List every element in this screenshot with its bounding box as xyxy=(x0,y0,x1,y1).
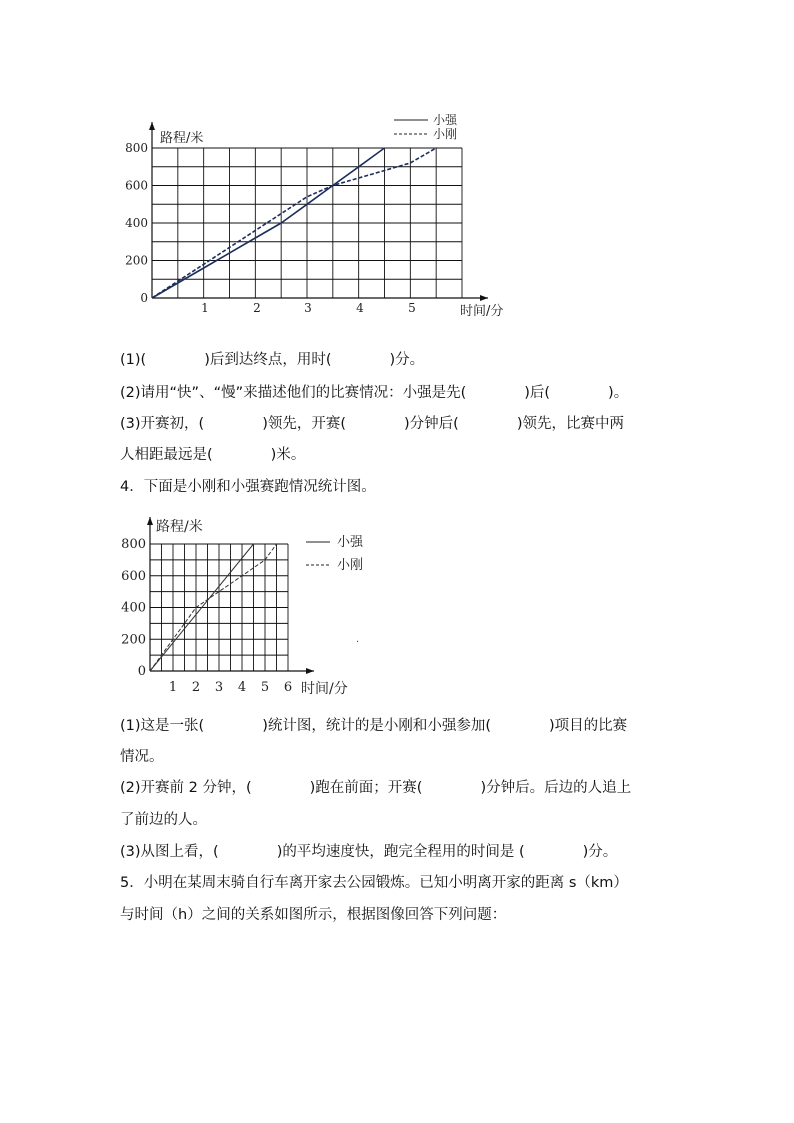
y-tick-label: 200 xyxy=(125,253,148,268)
y-axis-label: 路程/米 xyxy=(156,519,203,535)
x-axis-arrow xyxy=(306,668,314,674)
x-tick-label: 3 xyxy=(304,301,312,315)
question-line: (2)开赛前 2 分钟，( )跑在前面；开赛( )分钟后。后边的人追上 xyxy=(120,780,632,796)
y-tick-label: 0 xyxy=(140,291,148,305)
x-tick-label: 3 xyxy=(214,680,224,695)
y-tick-label: 400 xyxy=(125,216,148,230)
question-line: 情况。 xyxy=(120,749,164,765)
legend-label: 小强 xyxy=(433,113,458,127)
chart-1-svg xyxy=(120,110,540,325)
y-axis-arrow xyxy=(147,517,153,525)
chart-2-grid xyxy=(150,544,288,671)
x-tick-label: 4 xyxy=(356,301,364,315)
x-tick-label: 6 xyxy=(283,680,293,695)
y-tick-label: 400 xyxy=(121,600,146,616)
question-line: 了前边的人。 xyxy=(120,812,207,828)
chart-1-legend xyxy=(394,113,458,141)
x-tick-label: 5 xyxy=(408,301,416,315)
chart-2-legend xyxy=(306,535,364,573)
legend-label: 小刚 xyxy=(337,558,364,573)
x-tick-label: 1 xyxy=(168,680,178,695)
question-line: 人相距最远是( )米。 xyxy=(120,447,306,463)
distance-time-chart-1 xyxy=(120,110,540,325)
y-tick-label: 0 xyxy=(137,664,146,679)
y-tick-label: 200 xyxy=(121,632,146,648)
x-tick-label: 1 xyxy=(201,301,209,315)
x-axis-label: 时间/分 xyxy=(460,304,504,319)
x-axis-label: 时间/分 xyxy=(301,681,348,697)
question-line: (1)这是一张( )统计图，统计的是小刚和小强参加( )项目的比赛 xyxy=(120,718,628,734)
question-line: (3)开赛初，( )领先，开赛( )分钟后( )领先，比赛中两 xyxy=(120,416,624,432)
y-tick-label: 600 xyxy=(125,178,148,193)
legend-label: 小强 xyxy=(337,535,364,550)
x-tick-label: 4 xyxy=(237,680,247,695)
question-line: 与时间（h）之间的关系如图所示，根据图像回答下列问题： xyxy=(120,907,507,923)
chart-1-axes xyxy=(149,122,503,319)
question-line: (2)请用“快”、“慢”来描述他们的比赛情况：小强是先( )后( )。 xyxy=(120,385,629,401)
x-tick-label: 5 xyxy=(260,680,270,695)
question-heading: 4．下面是小刚和小强赛跑情况统计图。 xyxy=(120,479,376,495)
distance-time-chart-2 xyxy=(118,515,418,700)
question-heading: 5．小明在某周末骑自行车离开家去公园锻炼。已知小明离开家的距离 s（km） xyxy=(120,875,628,891)
x-tick-label: 2 xyxy=(191,680,201,695)
y-tick-label: 600 xyxy=(121,568,146,584)
y-axis-arrow xyxy=(149,122,155,130)
y-tick-label: 800 xyxy=(121,537,146,552)
legend-label: 小刚 xyxy=(433,127,458,141)
y-tick-label: 800 xyxy=(125,141,148,155)
question-line: (3)从图上看，( )的平均速度快，跑完全程用的时间是 ( )分。 xyxy=(120,844,618,860)
chart-2-svg xyxy=(118,515,418,700)
question-line: (1)( )后到达终点，用时( )分。 xyxy=(120,352,425,368)
chart-1-grid xyxy=(152,148,462,298)
y-axis-label: 路程/米 xyxy=(160,131,204,146)
x-tick-label: 2 xyxy=(253,301,261,315)
stray-dot: . xyxy=(356,634,360,645)
x-axis-arrow xyxy=(480,295,488,301)
